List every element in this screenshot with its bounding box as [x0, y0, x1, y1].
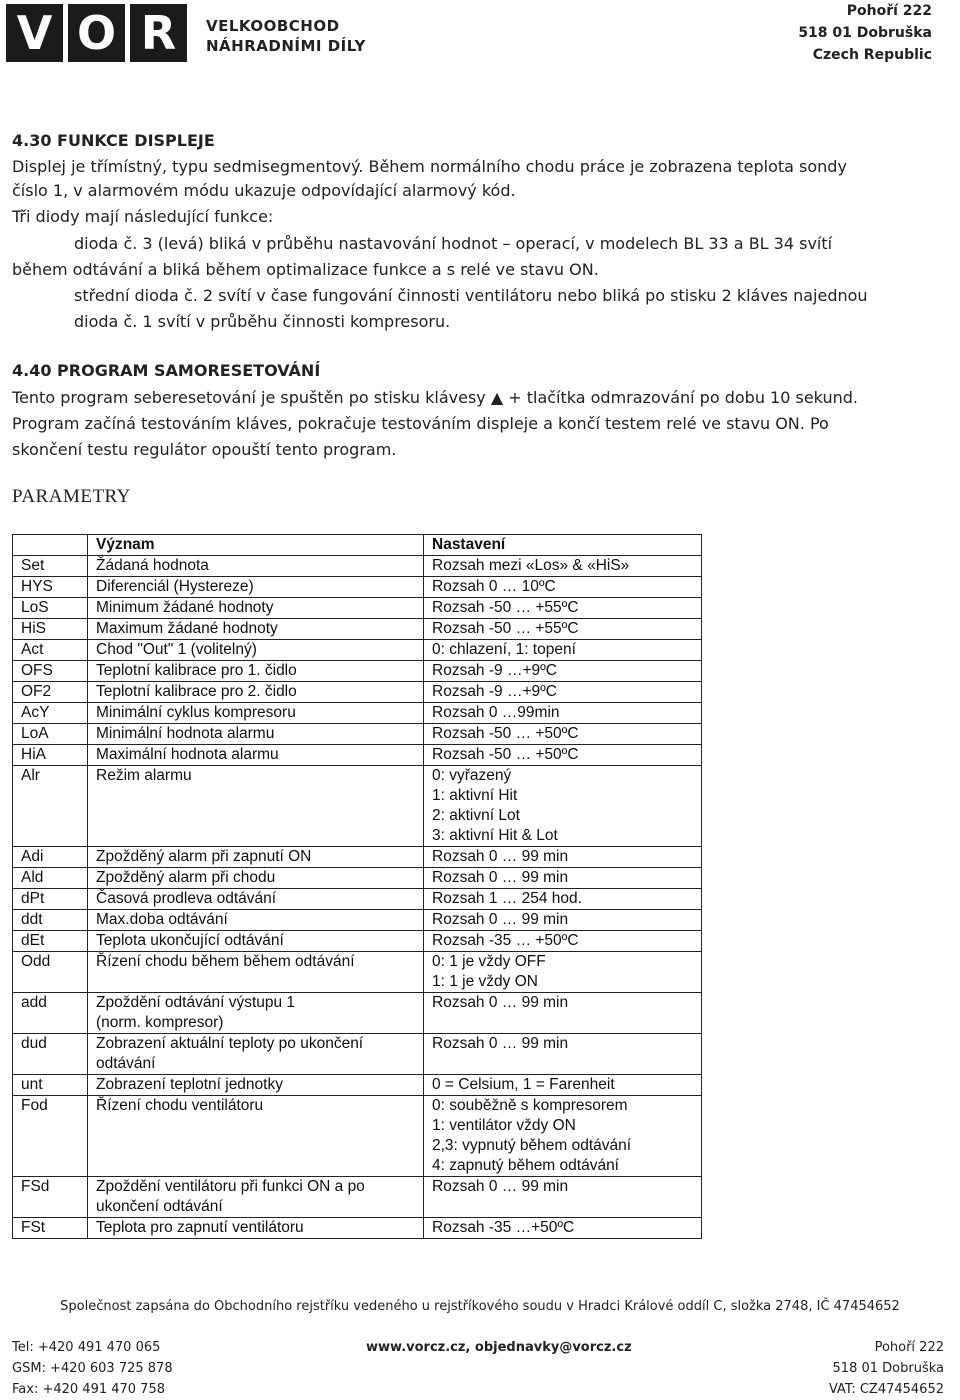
param-code: OF2 [13, 682, 88, 703]
param-setting: Rozsah 0 … 99 min [424, 868, 702, 889]
param-setting: Rozsah -50 … +55ºC [424, 619, 702, 640]
table-row [13, 598, 702, 619]
footer-web-email[interactable]: www.vorcz.cz, objednavky@vorcz.cz [366, 1340, 632, 1355]
param-code: HiA [13, 745, 88, 766]
param-meaning: Diferenciál (Hystereze) [88, 577, 424, 598]
param-meaning: Minimum žádané hodnoty [88, 598, 424, 619]
param-meaning: Chod "Out" 1 (volitelný) [88, 640, 424, 661]
param-meaning: Zpožděný alarm při zapnutí ON [88, 847, 424, 868]
table-row [13, 766, 702, 847]
table-row [13, 910, 702, 931]
table-row [13, 745, 702, 766]
param-setting: Rozsah 0 … 99 min [424, 847, 702, 868]
param-code: Odd [13, 952, 88, 993]
param-meaning: Zpoždění ventilátoru při funkci ON a po ukončení odtávání [88, 1177, 424, 1218]
param-code: dud [13, 1034, 88, 1075]
param-meaning: Žádaná hodnota [88, 556, 424, 577]
paragraph-line: Tři diody mají následující funkce: [12, 207, 274, 226]
vat-line: VAT: CZ47454652 [828, 1382, 944, 1397]
param-code: ddt [13, 910, 88, 931]
paragraph-line: Tento program seberesetování je spuštěn po stisku klávesy ▲ + tlačítka odmrazování po dobu 10 sekund. [12, 388, 858, 407]
param-setting: 0: 1 je vždy OFF 1: 1 je vždy ON [424, 952, 702, 993]
table-row [13, 556, 702, 577]
param-code: Fod [13, 1096, 88, 1177]
footer-address [829, 1337, 944, 1400]
paragraph-line: číslo 1, v alarmovém módu ukazuje odpovídající alarmový kód. [12, 181, 516, 200]
param-code: OFS [13, 661, 88, 682]
param-meaning: Zpožděný alarm při chodu [88, 868, 424, 889]
param-code: FSd [13, 1177, 88, 1218]
paragraph-line: Program začíná testováním kláves, pokračuje testováním displeje a končí testem relé ve stavu ON. Po [12, 414, 829, 433]
table-row [13, 993, 702, 1034]
param-setting: Rozsah 0 … 99 min [424, 993, 702, 1034]
paragraph-line: skončení testu regulátor opouští tento program. [12, 440, 397, 459]
address-line: Pohoří 222 [846, 3, 932, 19]
table-row [13, 1218, 702, 1239]
paragraph-line: střední dioda č. 2 svítí v čase fungování činnosti ventilátoru nebo bliká po stisku 2 kláves najednou [74, 286, 868, 305]
table-row [13, 931, 702, 952]
param-meaning: Maximum žádané hodnoty [88, 619, 424, 640]
param-setting: Rozsah 0 …99min [424, 703, 702, 724]
param-code: LoS [13, 598, 88, 619]
table-row [13, 619, 702, 640]
param-setting: 0: vyřazený 1: aktivní Hit 2: aktivní Lot 3: aktivní Hit & Lot [424, 766, 702, 847]
table-row [13, 847, 702, 868]
param-meaning: Teplotní kalibrace pro 1. čidlo [88, 661, 424, 682]
table-header-row [13, 535, 702, 556]
address-line: Pohoří 222 [874, 1340, 944, 1355]
param-code: FSt [13, 1218, 88, 1239]
param-setting: Rozsah mezi «Los» & «HiS» [424, 556, 702, 577]
paragraph-line: dioda č. 3 (levá) bliká v průběhu nastavování hodnot – operací, v modelech BL 33 a BL 34 svítí [74, 234, 833, 253]
logo-letter-v: V [6, 4, 63, 62]
param-meaning: Zobrazení aktuální teploty po ukončení odtávání [88, 1034, 424, 1075]
table-row [13, 1096, 702, 1177]
param-meaning: Minimální hodnota alarmu [88, 724, 424, 745]
logo-letter-o: O [68, 4, 125, 62]
section-title: 4.30 FUNKCE DISPLEJE [12, 131, 215, 150]
company-registration: Společnost zapsána do Obchodního rejstříku vedeného u rejstříkového soudu v Hradci Králové oddíl C, složka 2748, IČ 47454652 [60, 1299, 900, 1314]
param-code: add [13, 993, 88, 1034]
gsm-line: GSM: +420 603 725 878 [12, 1361, 173, 1376]
logo-tagline-1: VELKOOBCHOD [206, 17, 340, 35]
company-logo [6, 4, 391, 66]
param-meaning: Minimální cyklus kompresoru [88, 703, 424, 724]
param-meaning: Časová prodleva odtávání [88, 889, 424, 910]
param-code: LoA [13, 724, 88, 745]
param-meaning: Zpoždění odtávání výstupu 1 (norm. kompresor) [88, 993, 424, 1034]
address-line: 518 01 Dobruška [798, 25, 932, 41]
footer-contacts [12, 1337, 173, 1400]
table-row [13, 682, 702, 703]
table-row [13, 889, 702, 910]
param-meaning: Řízení chodu ventilátoru [88, 1096, 424, 1177]
table-row [13, 661, 702, 682]
paragraph-line: během odtávání a bliká během optimalizace funkce a s relé ve stavu ON. [12, 260, 599, 279]
param-code: Act [13, 640, 88, 661]
param-code: Set [13, 556, 88, 577]
params-title: PARAMETRY [12, 486, 131, 507]
table-row [13, 640, 702, 661]
param-setting: 0 = Celsium, 1 = Farenheit [424, 1075, 702, 1096]
table-row [13, 1075, 702, 1096]
paragraph-line: Displej je třímístný, typu sedmisegmentový. Během normálního chodu práce je zobrazena teplota sondy [12, 157, 847, 176]
param-code: Adi [13, 847, 88, 868]
table-row [13, 952, 702, 993]
param-setting: 0: chlazení, 1: topení [424, 640, 702, 661]
phone-line: Tel: +420 491 470 065 [12, 1340, 161, 1355]
table-row [13, 1177, 702, 1218]
param-setting: Rozsah 0 … 99 min [424, 910, 702, 931]
param-setting: Rozsah -9 …+9ºC [424, 661, 702, 682]
param-setting: Rozsah -35 … +50ºC [424, 931, 702, 952]
param-code: Ald [13, 868, 88, 889]
param-setting: Rozsah -9 …+9ºC [424, 682, 702, 703]
parameters-table [12, 534, 702, 1239]
section-title: 4.40 PROGRAM SAMORESETOVÁNÍ [12, 361, 321, 380]
param-code: HYS [13, 577, 88, 598]
param-meaning: Teplotní kalibrace pro 2. čidlo [88, 682, 424, 703]
param-setting: Rozsah -50 … +50ºC [424, 724, 702, 745]
logo-tagline-2: NÁHRADNÍMI DÍLY [206, 37, 366, 55]
param-setting: Rozsah 1 … 254 hod. [424, 889, 702, 910]
address-line: 518 01 Dobruška [832, 1361, 944, 1376]
param-setting: Rozsah 0 … 99 min [424, 1034, 702, 1075]
param-code: HiS [13, 619, 88, 640]
table-header-cell: Nastavení [424, 535, 702, 556]
param-setting: Rozsah -35 …+50ºC [424, 1218, 702, 1239]
param-meaning: Max.doba odtávání [88, 910, 424, 931]
param-meaning: Teplota pro zapnutí ventilátoru [88, 1218, 424, 1239]
param-setting: 0: souběžně s kompresorem 1: ventilátor vždy ON 2,3: vypnutý během odtávání 4: zapnutý během odtávání [424, 1096, 702, 1177]
param-code: dEt [13, 931, 88, 952]
table-row [13, 1034, 702, 1075]
param-code: AcY [13, 703, 88, 724]
table-row [13, 868, 702, 889]
logo-letter-r: R [130, 4, 187, 62]
table-header-cell [13, 535, 88, 556]
param-setting: Rozsah -50 … +50ºC [424, 745, 702, 766]
param-meaning: Teplota ukončující odtávání [88, 931, 424, 952]
param-meaning: Řízení chodu během během odtávání [88, 952, 424, 993]
table-row [13, 577, 702, 598]
param-code: dPt [13, 889, 88, 910]
address-line: Czech Republic [812, 47, 932, 63]
table-header-cell: Význam [88, 535, 424, 556]
fax-line: Fax: +420 491 470 758 [12, 1382, 165, 1397]
param-meaning: Režim alarmu [88, 766, 424, 847]
param-code: unt [13, 1075, 88, 1096]
paragraph-line: dioda č. 1 svítí v průběhu činnosti kompresoru. [74, 312, 451, 331]
table-row [13, 703, 702, 724]
table-row [13, 724, 702, 745]
param-meaning: Maximální hodnota alarmu [88, 745, 424, 766]
param-setting: Rozsah 0 … 10ºC [424, 577, 702, 598]
param-meaning: Zobrazení teplotní jednotky [88, 1075, 424, 1096]
param-code: Alr [13, 766, 88, 847]
header-address [798, 0, 932, 66]
param-setting: Rozsah -50 … +55ºC [424, 598, 702, 619]
param-setting: Rozsah 0 … 99 min [424, 1177, 702, 1218]
